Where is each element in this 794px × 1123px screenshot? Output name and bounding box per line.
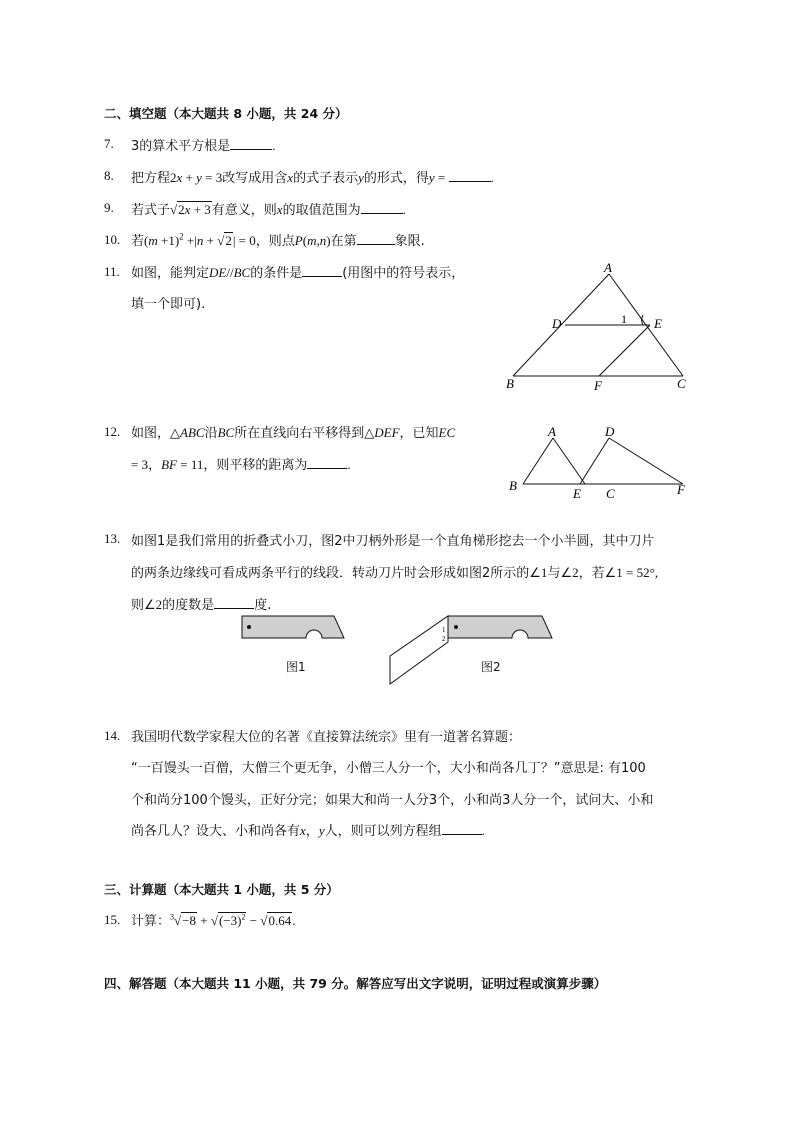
question-14-line3: 个和尚分100个馒头，正好分完；如果大和尚一人分3个，小和尚3人分一个，试问大、小和	[131, 793, 654, 808]
figure-knife-2	[386, 612, 556, 688]
question-12-line2: = 3，BF = 11，则平移的距离为 .	[131, 457, 351, 473]
label-a: A	[604, 260, 612, 275]
question-number: 7.	[104, 136, 114, 151]
answer-blank[interactable]	[302, 263, 342, 277]
answer-blank[interactable]	[357, 231, 395, 245]
label-e: E	[654, 316, 662, 331]
question-number: 15.	[104, 912, 121, 927]
figure-1-caption: 图1	[286, 660, 306, 674]
question-number: 14.	[104, 728, 121, 743]
section-header-fill: 二、填空题（本大题共 8 小题，共 24 分）	[104, 106, 348, 121]
question-8-text: 把方程2x + y = 3改写成用含x的式子表示y的形式，得y = .	[131, 170, 494, 186]
label-f: F	[594, 378, 602, 393]
figure-knife-1	[238, 612, 350, 644]
question-15-text: 计算：$^3√-8 + √(-3)^2 - √0.64$.	[131, 912, 296, 929]
question-13-line3: 则∠2的度数是 度.	[131, 597, 272, 613]
question-number: 11.	[104, 264, 120, 279]
label-b: B	[509, 478, 517, 493]
label-angle-1: 1	[621, 312, 627, 326]
figure-translated-triangles	[505, 422, 701, 502]
label-f: F	[677, 482, 685, 497]
answer-blank[interactable]	[214, 595, 254, 609]
label-d: D	[605, 424, 615, 439]
question-11-line2: 填一个即可).	[131, 297, 206, 312]
label-c: C	[606, 486, 615, 501]
question-number: 13.	[104, 531, 121, 546]
question-7-text: 3的算术平方根是 .	[131, 138, 276, 154]
svg-text:2: 2	[442, 635, 446, 643]
label-c: C	[677, 376, 686, 391]
question-13-line1: 如图1是我们常用的折叠式小刀，图2中刀柄外形是一个直角梯形挖去一个小半圆，其中刀片	[131, 534, 655, 549]
answer-blank[interactable]	[449, 168, 491, 182]
question-number: 8.	[104, 168, 114, 183]
question-number: 9.	[104, 200, 114, 215]
label-b: B	[506, 376, 514, 391]
question-12-text: 如图，△ABC沿BC所在直线向右平移得到△DEF，已知EC	[131, 425, 456, 441]
question-10-text: 若$(m +1)^2 +|n + √2| = 0$，则点P(m,n)在第 象限.	[131, 231, 425, 249]
answer-blank[interactable]	[442, 821, 482, 835]
question-13-line2: 的两条边缘线可看成两条平行的线段．转动刀片时会形成如图2所示的∠1与∠2，若∠1 = 52°,	[131, 565, 659, 581]
svg-text:1: 1	[442, 626, 446, 634]
figure-2-caption: 图2	[481, 660, 501, 674]
question-9-text: 若式子√2x + 3有意义，则x的取值范围为 .	[131, 202, 406, 218]
question-14-line1: 我国明代数学家程大位的名著《直接算法统宗》里有一道著名算题：	[131, 730, 522, 745]
question-number: 10.	[104, 232, 121, 247]
answer-blank[interactable]	[361, 200, 403, 214]
figure-triangle-abc-de	[500, 258, 700, 394]
question-14-line2: “一百馒头一百僧，大僧三个更无争，小僧三人分一个，大小和尚各几丁？”意思是: 有100	[131, 761, 646, 776]
label-e: E	[573, 486, 581, 501]
label-d: D	[552, 316, 562, 331]
question-11-text: 如图，能判定DE//BC的条件是 (用图中的符号表示，	[131, 265, 465, 281]
question-number: 12.	[104, 424, 121, 439]
answer-blank[interactable]	[307, 455, 347, 469]
question-14-line4: 尚各几人？设大、小和尚各有x，y人，则可以列方程组 .	[131, 823, 485, 839]
label-a: A	[548, 424, 556, 439]
answer-blank[interactable]	[230, 136, 272, 150]
section-header-answer: 四、解答题（本大题共 11 小题，共 79 分。解答应写出文字说明，证明过程或演算步骤）	[104, 976, 607, 991]
section-header-calc: 三、计算题（本大题共 1 小题，共 5 分）	[104, 882, 339, 897]
